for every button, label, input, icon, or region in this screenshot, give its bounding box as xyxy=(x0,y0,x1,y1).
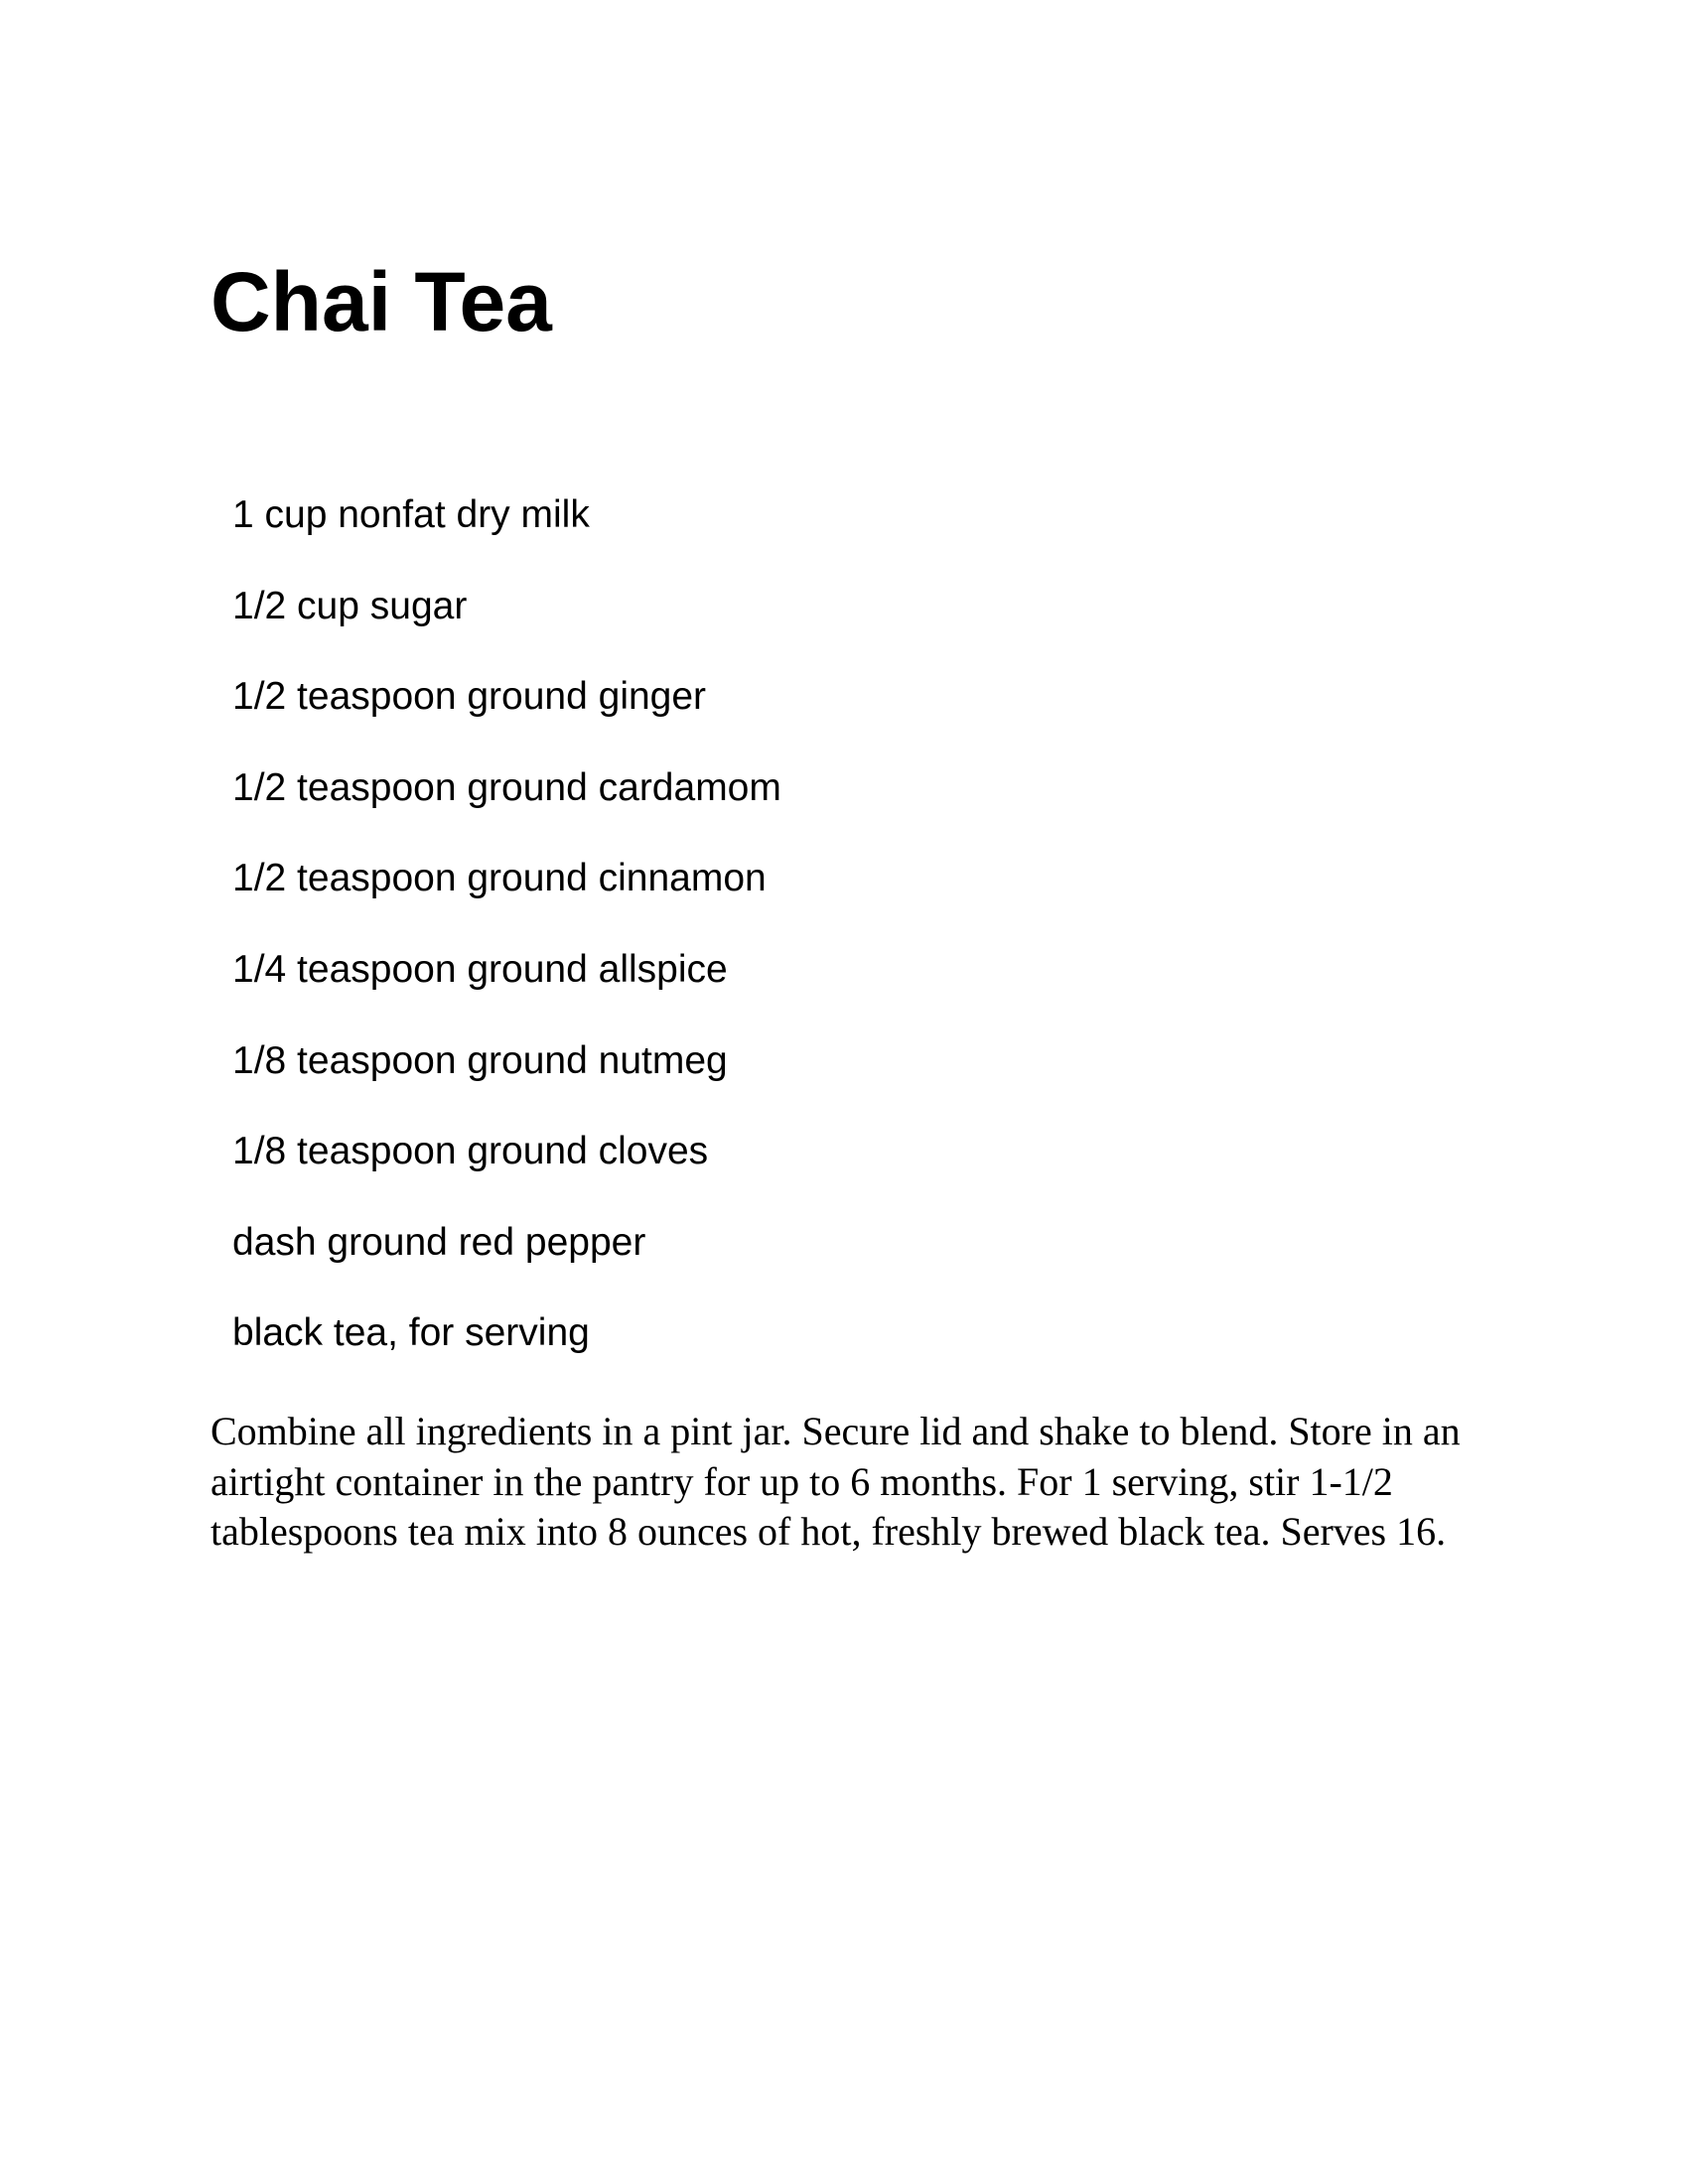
ingredient-item: black tea, for serving xyxy=(232,1311,590,1355)
recipe-instructions: Combine all ingredients in a pint jar. Secure lid and shake to blend. Store in an airtight container in the pantry for up to 6 months. For 1 serving, stir 1-1/2 tablespoons tea mix into 8 ounces of hot, freshly brewed black tea. Serves 16. xyxy=(211,1409,1461,1554)
ingredient-item: 1 cup nonfat dry milk xyxy=(232,493,590,536)
ingredient-item: dash ground red pepper xyxy=(232,1220,646,1264)
ingredient-item: 1/8 teaspoon ground nutmeg xyxy=(232,1038,728,1082)
ingredient-item: 1/2 cup sugar xyxy=(232,584,468,627)
recipe-title: Chai Tea xyxy=(211,255,552,348)
ingredient-item: 1/2 teaspoon ground ginger xyxy=(232,675,707,719)
ingredient-item: 1/8 teaspoon ground cloves xyxy=(232,1130,709,1173)
ingredient-item: 1/4 teaspoon ground allspice xyxy=(232,947,728,991)
ingredient-list xyxy=(232,490,781,1400)
ingredient-item: 1/2 teaspoon ground cardamom xyxy=(232,765,781,809)
ingredient-item: 1/2 teaspoon ground cinnamon xyxy=(232,857,767,900)
